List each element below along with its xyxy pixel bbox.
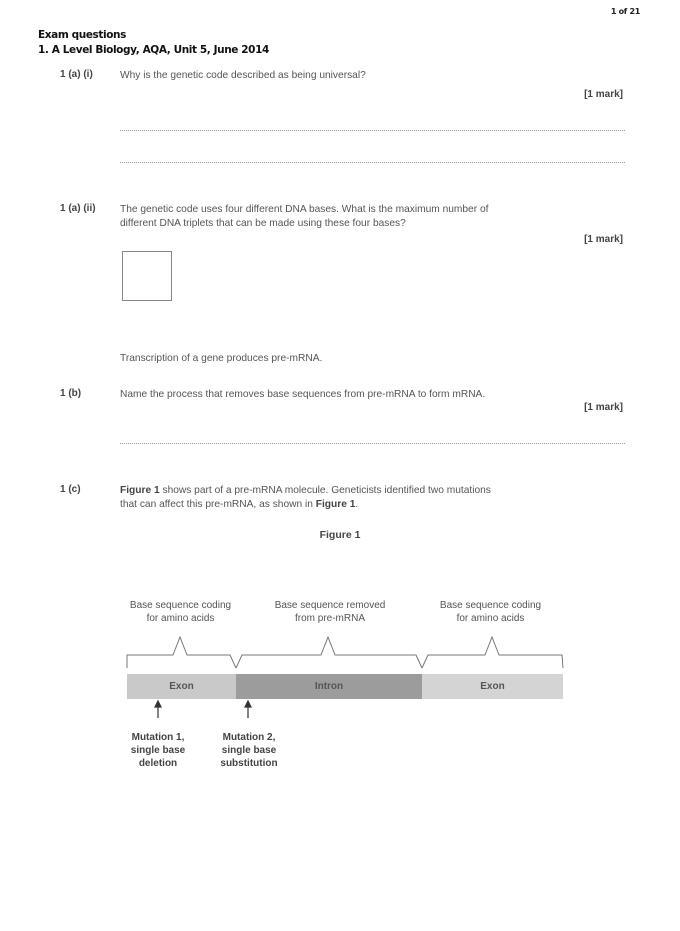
label-line: Base sequence removed bbox=[274, 600, 386, 611]
intron-segment: Intron bbox=[236, 674, 422, 699]
label-line: for amino acids bbox=[146, 613, 215, 624]
label-line: substitution bbox=[220, 758, 278, 769]
page-number: 1 of 21 bbox=[610, 7, 640, 16]
label-line: deletion bbox=[138, 758, 178, 769]
text-segment: shows part of a pre-mRNA molecule. Geneticists identified two mutations bbox=[159, 485, 491, 496]
exon-segment-2: Exon bbox=[422, 674, 563, 699]
mutation-1-label bbox=[113, 731, 203, 770]
text-segment: . bbox=[355, 499, 359, 510]
document-title: Exam questions bbox=[38, 29, 126, 41]
label-line: from pre-mRNA bbox=[294, 613, 365, 624]
label-line: single base bbox=[130, 745, 186, 756]
figure-reference: Figure 1 bbox=[315, 499, 356, 510]
question-text-line-2: different DNA triplets that can be made using these four bases? bbox=[120, 218, 406, 229]
label-line: Base sequence coding bbox=[439, 600, 542, 611]
document-subtitle: 1. A Level Biology, AQA, Unit 5, June 2014 bbox=[38, 44, 269, 56]
question-number: 1 (a) (ii) bbox=[60, 203, 96, 214]
marks-label: [1 mark] bbox=[584, 402, 623, 413]
figure-title: Figure 1 bbox=[319, 529, 361, 541]
label-line: Mutation 2, bbox=[222, 732, 276, 743]
question-number: 1 (a) (i) bbox=[60, 69, 93, 80]
label-line: Mutation 1, bbox=[131, 732, 185, 743]
marks-label: [1 mark] bbox=[584, 89, 623, 100]
label-line: for amino acids bbox=[456, 613, 525, 624]
exon-segment-1: Exon bbox=[127, 674, 236, 699]
question-text: Name the process that removes base sequences from pre-mRNA to form mRNA. bbox=[120, 389, 486, 400]
label-line: single base bbox=[221, 745, 277, 756]
figure-reference: Figure 1 bbox=[120, 485, 160, 496]
question-text-line-1: The genetic code uses four different DNA bases. What is the maximum number of bbox=[120, 204, 489, 215]
question-number: 1 (c) bbox=[60, 484, 81, 495]
marks-label: [1 mark] bbox=[584, 234, 623, 245]
question-number: 1 (b) bbox=[60, 388, 82, 399]
mutation-2-label bbox=[203, 731, 295, 770]
text-segment: that can affect this pre-mRNA, as shown in bbox=[120, 499, 316, 510]
question-text: Why is the genetic code described as being universal? bbox=[120, 70, 366, 81]
label-line: Base sequence coding bbox=[129, 600, 232, 611]
intro-text: Transcription of a gene produces pre-mRNA. bbox=[120, 353, 323, 364]
